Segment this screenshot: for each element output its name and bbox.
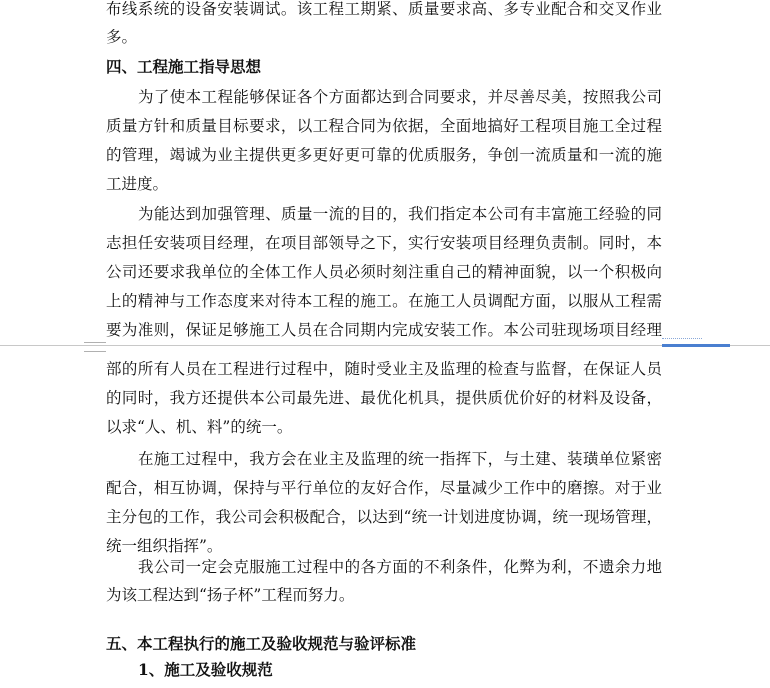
body-line: 以求“人、机、料”的统一。 (106, 418, 293, 436)
body-line: 我公司一定会克服施工过程中的各方面的不利条件，化弊为利，不遗余力地 (138, 558, 662, 576)
body-line: 为该工程达到“扬子杯”工程而努力。 (106, 586, 355, 604)
body-line: 在施工过程中，我方会在业主及监理的统一指挥下，与土建、装璜单位紧密 (138, 450, 662, 468)
subsection-heading: 1、施工及验收规范 (138, 660, 273, 679)
body-line: 配合，相互协调，保持与平行单位的友好合作，尽量减少工作中的磨擦。对于业 (106, 479, 662, 497)
body-line: 质量方针和质量目标要求，以工程合同为依据，全面地搞好工程项目施工全过程 (106, 117, 662, 135)
page-margin-marker (84, 342, 106, 352)
page-break-line (0, 345, 770, 346)
body-line: 为能达到加强管理、质量一流的目的，我们指定本公司有丰富施工经验的同 (138, 205, 662, 223)
body-line: 为了使本工程能够保证各个方面都达到合同要求，并尽善尽美，按照我公司 (138, 88, 662, 106)
body-line: 统一组织指挥”。 (106, 537, 223, 555)
body-line: 布线系统的设备安装调试。该工程工期紧、质量要求高、多专业配合和交叉作业 (106, 0, 662, 18)
body-line: 志担任安装项目经理，在项目部领导之下，实行安装项目经理负责制。同时，本 (106, 234, 662, 252)
body-line: 的管理，竭诚为业主提供更多更好更可靠的优质服务，争创一流质量和一流的施 (106, 146, 662, 164)
page-margin-marker (662, 338, 702, 340)
body-line: 部的所有人员在工程进行过程中，随时受业主及监理的检查与监督，在保证人员 (106, 360, 662, 378)
body-line: 上的精神与工作态度来对待本工程的施工。在施工人员调配方面，以服从工程需 (106, 292, 662, 310)
body-line: 要为准则，保证足够施工人员在合同期内完成安装工作。本公司驻现场项目经理 (106, 321, 662, 339)
body-line: 主分包的工作，我公司会积极配合，以达到“统一计划进度协调，统一现场管理， (106, 508, 662, 526)
section-heading: 五、本工程执行的施工及验收规范与验评标准 (106, 634, 417, 653)
body-line: 多。 (106, 28, 138, 46)
section-heading: 四、工程施工指导思想 (106, 57, 262, 76)
body-line: 工进度。 (106, 175, 169, 193)
body-line: 公司还要求我单位的全体工作人员必须时刻注重自己的精神面貌，以一个积极向 (106, 263, 662, 281)
page-margin-marker (662, 344, 730, 347)
body-line: 的同时，我方还提供本公司最先进、最优化机具，提供质优价好的材料及设备， (106, 389, 662, 407)
